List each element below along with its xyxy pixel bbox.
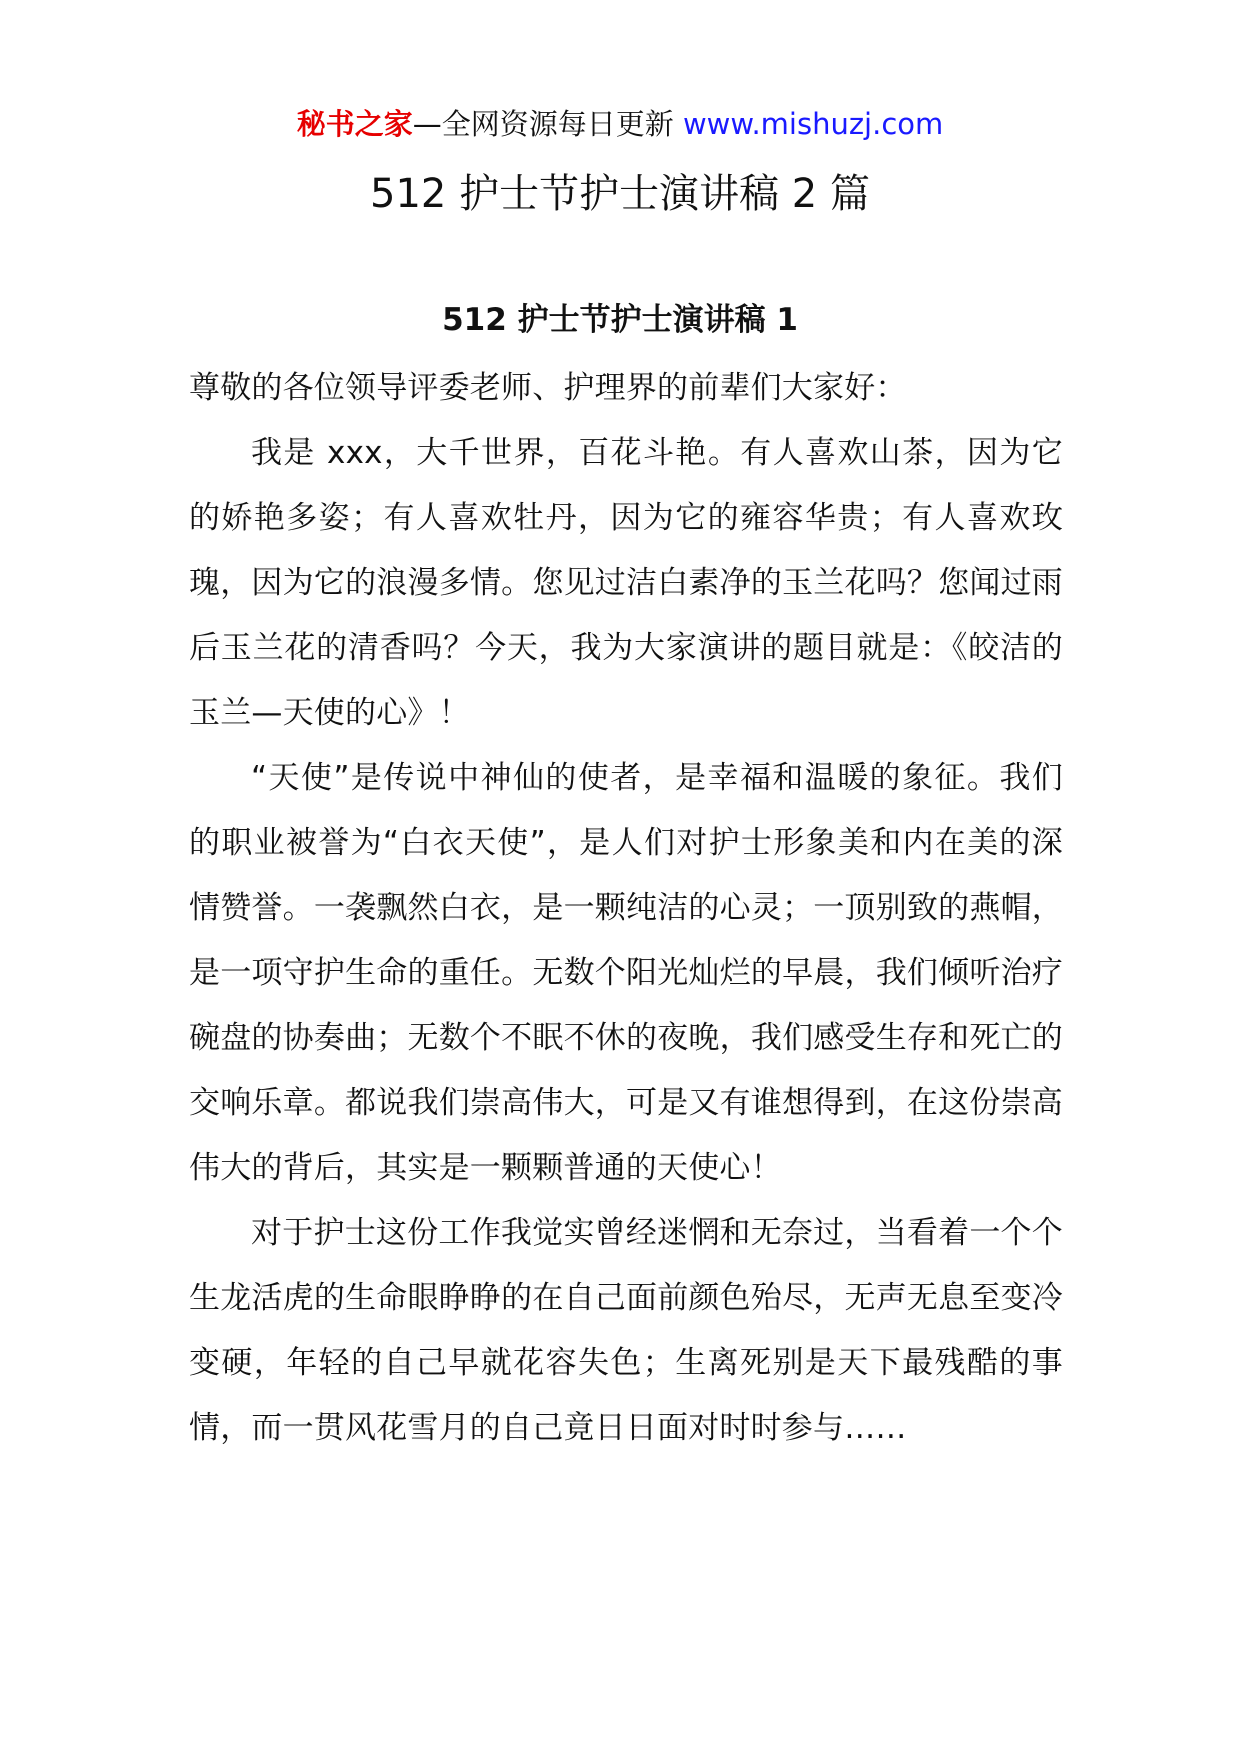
document-title: 512 护士节护士演讲稿 2 篇 [370,171,870,217]
section-title: 512 护士节护士演讲稿 1 [442,302,798,338]
site-brand: 秘书之家 [296,107,413,141]
paragraph-2: “天使”是传说中神仙的使者，是幸福和温暖的象征。我们的职业被誉为“白衣天使”，是人们对护士形象美和内在美的深情赞誉。一袭飘然白衣，是一颗纯洁的心灵；一顶别致的燕帽，是一项守护生命的重任。无数个阳光灿烂的早晨，我们倾听治疗碗盘的协奏曲；无数个不眠不休的夜晚，我们感受生存和死亡的交响乐章。都说我们崇高伟大，可是又有谁想得到，在这份崇高伟大的背后，其实是一颗颗普通的天使心！ [189,760,1063,1186]
paragraph-3: 对于护士这份工作我觉实曾经迷惘和无奈过，当看着一个个生龙活虎的生命眼睁睁的在自己面前颜色殆尽，无声无息至变冷变硬，年轻的自己早就花容失色；生离死别是天下最残酷的事情，而一贯风花雪月的自己竟日日面对时时参与…… [189,1215,1063,1446]
site-header [0,104,1240,144]
paragraph-1: 我是 xxx，大千世界，百花斗艳。有人喜欢山茶，因为它的娇艳多姿；有人喜欢牡丹，因为它的雍容华贵；有人喜欢玫瑰，因为它的浪漫多情。您见过洁白素净的玉兰花吗？您闻过雨后玉兰花的清香吗？今天，我为大家演讲的题目就是：《皎洁的玉兰—天使的心》！ [189,435,1063,731]
site-url-link[interactable]: www.mishuzj.com [682,107,944,141]
salutation: 尊敬的各位领导评委老师、护理界的前辈们大家好： [189,370,907,406]
document-body [189,356,1063,1461]
site-slogan: —全网资源每日更新 [412,107,683,141]
